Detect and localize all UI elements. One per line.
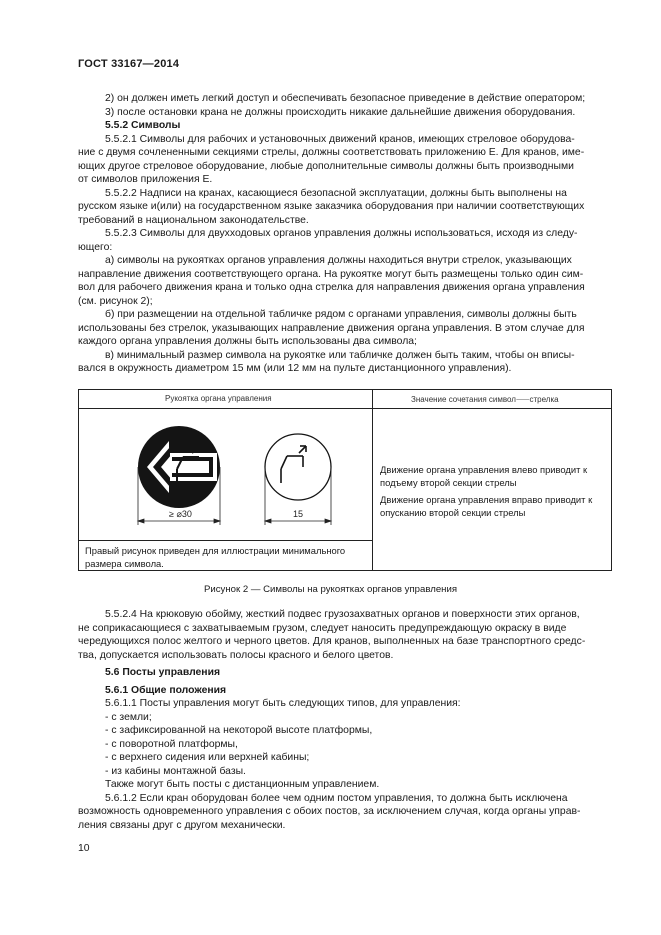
- column-header-handle: Рукоятка органа управления: [165, 394, 272, 403]
- text-line: (см. рисунок 2);: [78, 295, 153, 307]
- text-line: - из кабины монтажной базы.: [105, 765, 246, 777]
- text-line: каждого органа управления должны быть использованы два символа;: [78, 336, 417, 347]
- standard-header: ГОСТ 33167—2014: [78, 58, 180, 70]
- text-line: - с поворотной платформы,: [105, 738, 238, 750]
- text-line: - с зафиксированной на некоторой высоте платформы,: [105, 725, 373, 736]
- text-line: б) при размещении на отдельной табличке рядом с органами управления, символы должны быть: [105, 309, 577, 320]
- section-heading: 5.6 Посты управления: [105, 667, 221, 678]
- control-symbol-drawing: [79, 409, 372, 541]
- text-line: ющего:: [78, 241, 113, 253]
- meaning-left-line: подъему второй секции стрелы: [380, 477, 517, 488]
- meaning-left-line: Движение органа управления влево приводит к: [380, 464, 588, 475]
- dimension-label-small: 15: [293, 509, 304, 519]
- text-line: в) минимальный размер символа на рукоятке или табличке должен быть таким, чтобы он вписы-: [105, 349, 575, 361]
- section-heading: 5.6.1 Общие положения: [105, 684, 227, 696]
- text-line: чередующихся полос желтого и черного цветов. Для кранов, выполненных на базе транспортного средс-: [78, 636, 586, 647]
- text-line: вался в окружность диаметром 15 мм (или 12 мм на пульте дистанционного управления).: [78, 363, 512, 374]
- figure-note-line: размера символа.: [85, 558, 164, 569]
- text-line: использованы без стрелок, указывающих направление движения органа управления. В этом случае для: [78, 322, 585, 334]
- text-line: - с земли;: [105, 711, 152, 723]
- text-line: 5.5.2.4 На крюковую обойму, жесткий подвес грузозахватных органов и поверхности этих органов,: [105, 609, 580, 620]
- text-line: ние с двумя сочлененными секциями стрелы, должны соответствовать приложению Е. Для кранов, име-: [78, 147, 585, 158]
- meaning-left: [380, 463, 587, 489]
- large-handle-symbol: [138, 426, 220, 508]
- page-number: 10: [78, 843, 90, 854]
- meaning-right: [380, 493, 592, 519]
- text-line: ления связаны друг с другом механически.: [78, 819, 286, 831]
- figure-note: [85, 544, 345, 570]
- text-line: вол для рабочего движения крана и только одна стрелка для направления движения органа управления: [78, 282, 585, 293]
- text-line: не соприкасающиеся с захватываемым грузом, следует наносить предупреждающую окраску в виде: [78, 622, 567, 634]
- small-handle-symbol: [265, 434, 331, 500]
- text-line: Также могут быть посты с дистанционным управлением.: [105, 779, 380, 790]
- figure-caption: Рисунок 2 — Символы на рукоятках органов управления: [203, 584, 458, 595]
- text-line: 5.5.2.1 Символы для рабочих и установочных движений кранов, имеющих стреловое оборудова-: [105, 133, 575, 145]
- text-line: от символов приложения Е.: [78, 174, 213, 185]
- column-header-meaning: Значение сочетания символ⸺стрелка: [411, 395, 559, 404]
- text-line: 5.6.1.1 Посты управления могут быть следующих типов, для управления:: [105, 698, 461, 709]
- text-line: 2) он должен иметь легкий доступ и обеспечивать безопасное приведение в действие оператором;: [105, 93, 586, 104]
- text-line: возможность одновременного управления с обоих постов, за исключением случая, когда органы управ-: [78, 806, 581, 817]
- text-line: - с верхнего сидения или верхней кабины;: [105, 752, 310, 763]
- text-line: направление движения соответствующего органа. На рукоятке могут быть размещены только один сим-: [78, 268, 584, 280]
- text-line: тва, допускается использовать полосы красного и белого цветов.: [78, 649, 394, 661]
- dimension-label-large: ≥ ⌀30: [169, 509, 192, 519]
- text-line: 5.5.2.2 Надписи на кранах, касающиеся безопасной эксплуатации, должны быть выполнены на: [105, 187, 567, 199]
- text-line: требований в национальном законодательстве.: [78, 214, 309, 226]
- table-column-divider: [372, 390, 373, 570]
- text-line: а) символы на рукоятках органов управления должны находиться внутри стрелок, указывающих: [105, 255, 572, 266]
- figure-table: [78, 389, 612, 571]
- meaning-right-line: Движение органа управления вправо приводит к: [380, 494, 593, 505]
- section-heading: 5.5.2 Символы: [105, 120, 181, 131]
- text-line: 3) после остановки крана не должны происходить никакие дальнейшие движения оборудования.: [105, 106, 576, 118]
- figure-note-line: Правый рисунок приведен для иллюстрации минимального: [85, 545, 346, 556]
- text-line: ющих другое стреловое оборудование, любые дополнительные символы должны быть производными: [78, 160, 574, 172]
- text-line: 5.6.1.2 Если кран оборудован более чем одним постом управления, то должна быть исключена: [105, 792, 568, 804]
- text-line: русском языке и(или) на государственном языке заказчика оборудования при наличии соответствующих: [78, 201, 585, 212]
- meaning-right-line: опусканию второй секции стрелы: [380, 507, 526, 518]
- text-line: 5.5.2.3 Символы для двухходовых органов управления должны использоваться, исходя из следу-: [105, 228, 578, 239]
